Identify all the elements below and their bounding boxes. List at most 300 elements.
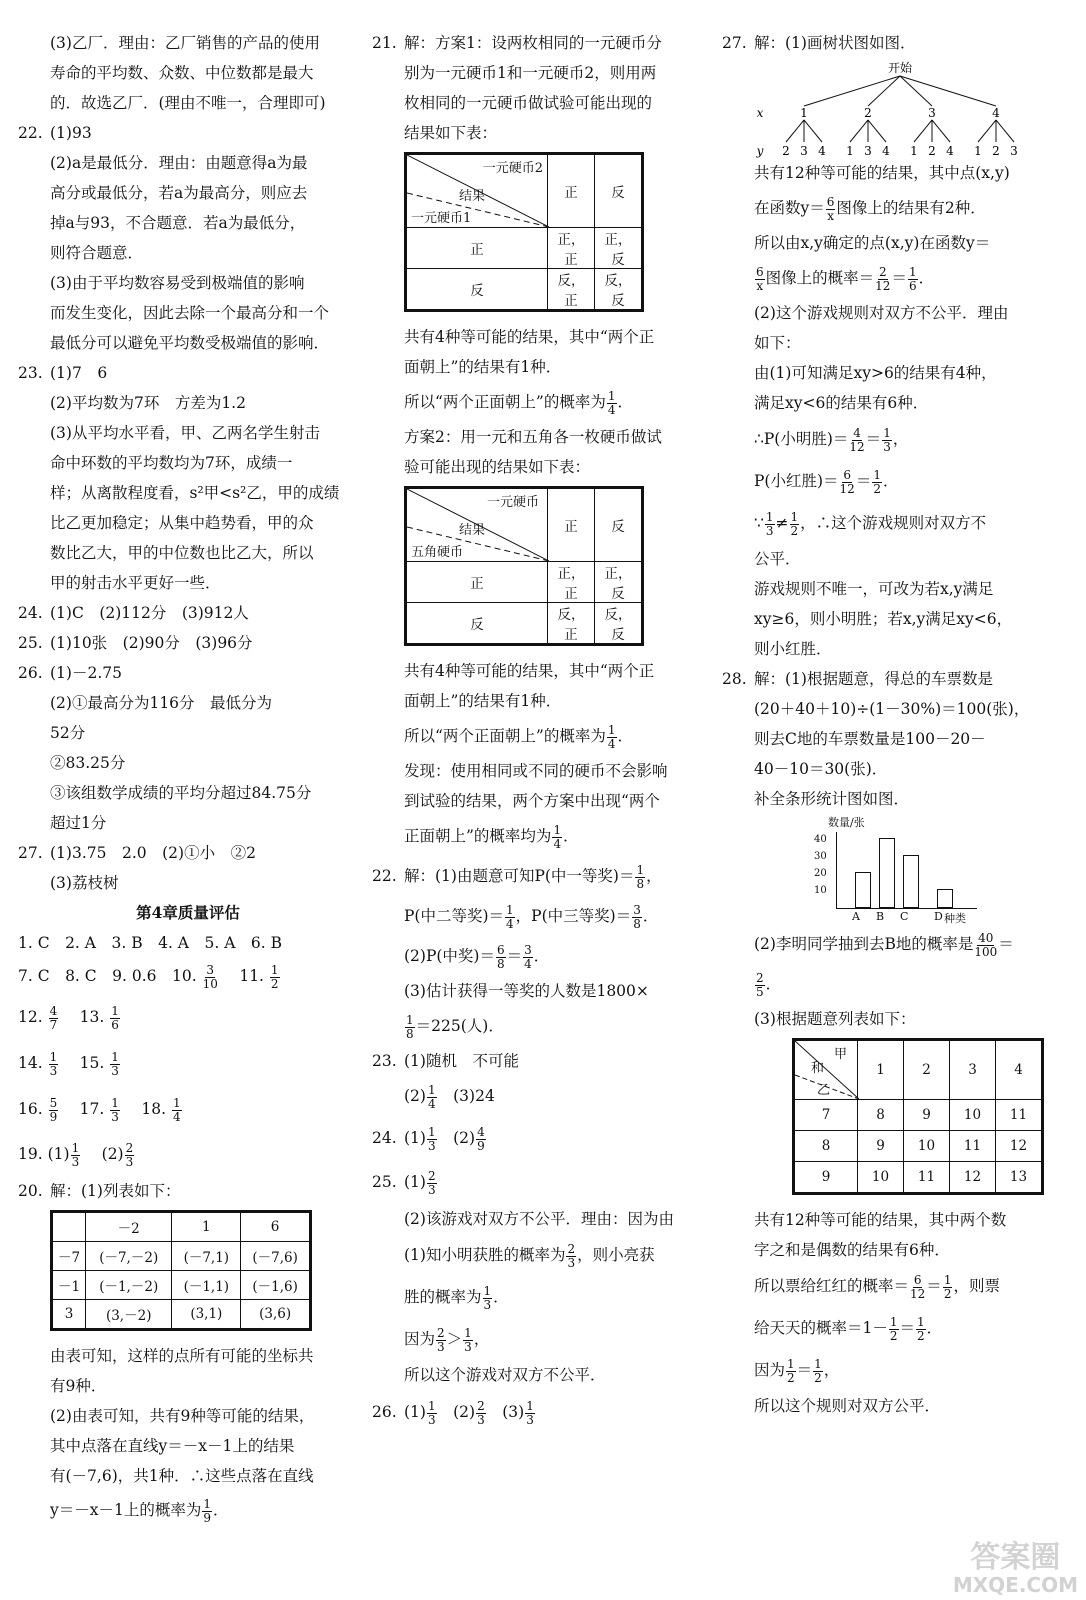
- header-top-label: 一元硬币: [486, 495, 539, 510]
- table-cell: (－1,6): [241, 1271, 310, 1300]
- table-cell: 反，反: [595, 269, 642, 310]
- chart-xlabel: 种类: [944, 912, 966, 925]
- answer-text: 14.: [18, 1054, 43, 1072]
- tree-leaf: 2: [782, 144, 790, 158]
- tree-root: 开始: [887, 61, 913, 75]
- fraction: $\frac{1}{2}$: [790, 509, 799, 538]
- text-line: 共有4种等可能的结果，其中“两个正: [404, 328, 655, 346]
- answer-text: 15.: [79, 1054, 105, 1072]
- text-line: 解：(1)画树状图如图．: [754, 34, 916, 52]
- question-number: 26.: [18, 664, 43, 682]
- tree-leaf: 2: [992, 144, 1000, 158]
- fraction: $\frac{1}{2}$: [889, 1314, 898, 1343]
- answer-text: 所以“两个正面朝上”的概率为: [404, 727, 606, 745]
- watermark-logo: 答案圈 MXQE.COM: [952, 1540, 1078, 1597]
- chart-xtick: B: [876, 910, 885, 923]
- text-line: 满足xy<6的结果有6种．: [754, 394, 929, 412]
- text-line: ②83.25分: [50, 754, 126, 772]
- table-cell: (－1,1): [172, 1271, 241, 1300]
- text-line: 因为 $\frac{2}{3}$ ＞ $\frac{1}{3}$ ，: [404, 1325, 490, 1354]
- text-line: (2)平均数为7环 方差为1.2: [50, 394, 246, 412]
- table-cell: (3,－2): [86, 1300, 172, 1329]
- chart-xtick: D: [934, 910, 943, 923]
- text-line: 游戏规则不唯一，可改为若x,y满足: [754, 580, 994, 598]
- bar-chart: [814, 814, 994, 924]
- answer-text: (1): [404, 1173, 426, 1191]
- table-cell: (－7,6): [241, 1242, 310, 1271]
- question-number: 25.: [372, 1173, 397, 1191]
- text-line: 枚相同的一元硬币做试验可能出现的: [404, 94, 653, 112]
- tree-leaf: 4: [946, 144, 954, 158]
- text-line: [722, 502, 1072, 544]
- table-cell: 反，正: [548, 603, 595, 644]
- coordinate-table: [52, 1212, 310, 1329]
- answer-text: y＝－x－1上的概率为: [50, 1501, 202, 1519]
- text-line: 则符合题意．: [50, 244, 144, 262]
- answer-text: (1)知小明获胜的概率为: [404, 1246, 566, 1264]
- text-line: 52分: [50, 724, 86, 742]
- text-line: 给天天的概率＝1－ $\frac{1}{2}$ ＝ $\frac{1}{2}$ ．: [754, 1314, 943, 1343]
- fraction: $\frac{1}{4}$: [427, 1082, 436, 1111]
- text-line: 则去C地的车票数量是100－20－: [754, 730, 986, 748]
- text-line: 共有12种等可能的结果，其中两个数: [754, 1211, 1007, 1229]
- answer-text: 正面朝上”的概率均为: [404, 827, 552, 845]
- fraction: $\frac{1}{4}$: [172, 1095, 181, 1124]
- text-line: 如下：: [754, 334, 801, 352]
- text-line: 正面朝上”的概率均为 $\frac{1}{4}$ ．: [404, 822, 579, 851]
- text-line: [372, 1234, 712, 1276]
- answer-text: P(中二等奖)＝: [404, 907, 505, 925]
- answer-text: ≠: [775, 514, 789, 532]
- answer-text: (2): [101, 1145, 124, 1163]
- text-line: (3)根据题意列表如下：: [754, 1010, 916, 1028]
- header-left-label: 乙: [817, 1083, 831, 1098]
- text-line: (3)乙厂．理由：乙厂销售的产品的使用: [50, 34, 320, 52]
- question-number: 21.: [372, 34, 397, 52]
- answer-text: (2): [404, 1087, 426, 1105]
- answer-text: 图像上的概率＝: [765, 269, 875, 287]
- text-line: (3)由于平均数容易受到极端值的影响: [50, 274, 305, 292]
- text-line: $\frac{2}{5}$ ．: [756, 970, 782, 999]
- column-2: [372, 28, 712, 1434]
- answer-text: 胜的概率为: [404, 1288, 482, 1306]
- question-number: 23.: [372, 1052, 397, 1070]
- tree-branches: [786, 76, 1014, 142]
- chart-xtick: A: [852, 910, 860, 923]
- text-line: 由(1)可知满足xy>6的结果有4种，: [754, 364, 997, 382]
- table-cell: 反，正: [548, 269, 595, 310]
- table-cell: －7: [53, 1242, 86, 1271]
- fraction: $\frac{1}{3}$: [111, 1095, 119, 1124]
- text-line: 公平．: [754, 550, 801, 568]
- fraction: $\frac{2}{5}$: [756, 970, 764, 999]
- table-cell: 9: [904, 1100, 950, 1131]
- chart-plot-area: [836, 832, 977, 909]
- chart-bar: [903, 855, 919, 908]
- fraction: $\frac{4}{12}$: [849, 425, 865, 454]
- table-cell: －1: [53, 1271, 86, 1300]
- text-line: 验可能出现的结果如下表：: [404, 458, 591, 476]
- text-line: (2)由表可知，共有9种等可能的结果，: [50, 1407, 315, 1425]
- tree-leaf: 2: [928, 144, 936, 158]
- chart-ytick: 10: [814, 885, 827, 897]
- table-cell: 10: [950, 1100, 996, 1131]
- table-row: [407, 562, 642, 603]
- text-line: [372, 1006, 712, 1046]
- text-line: P(中二等奖)＝ $\frac{1}{4}$ ，P(中三等奖)＝ $\frac{3}{8}$ ．: [404, 902, 659, 931]
- table-cell: 12: [950, 1162, 996, 1193]
- answer-line: 1. C 2. A 3. B 4. A 5. A 6. B: [18, 934, 283, 952]
- table-cell: 正，正: [548, 562, 595, 603]
- table-row: [795, 1100, 1042, 1131]
- text-line: [372, 1116, 712, 1160]
- table-cell: 1: [858, 1041, 904, 1100]
- table-cell: 8: [795, 1131, 858, 1162]
- answer-line: [18, 994, 358, 1040]
- fraction: $\frac{1}{2}$: [814, 1356, 822, 1385]
- text-line: 结果如下表：: [404, 124, 498, 142]
- text-line: 超过1分: [50, 814, 107, 832]
- text-line: (1)随机 不可能: [404, 1052, 519, 1070]
- fraction: $\frac{1}{4}$: [607, 388, 616, 417]
- table-cell: (3,6): [241, 1300, 310, 1329]
- table-cell: 9: [858, 1131, 904, 1162]
- answer-text: ，则小亮获: [577, 1246, 655, 1264]
- answer-text: 所以“两个正面朝上”的概率为: [404, 393, 606, 411]
- tree-node: 4: [992, 106, 1000, 120]
- answer-text: (2)李明同学抽到去B地的概率是: [754, 935, 974, 953]
- diagonal-header-cell: [407, 489, 548, 562]
- table-row: [53, 1213, 310, 1242]
- text-line: ∴P(小明胜)＝ $\frac{4}{12}$ ＝ $\frac{1}{3}$ ，: [754, 425, 909, 454]
- table-row: [53, 1271, 310, 1300]
- fraction: $\frac{1}{6}$: [111, 1003, 119, 1032]
- answer-text: ∵: [754, 514, 764, 532]
- table-20: [18, 1206, 358, 1341]
- fraction: $\frac{1}{2}$: [943, 1272, 952, 1301]
- answer-text: 7. C 8. C 9. 0.6 10.: [18, 967, 197, 985]
- answer-text: 17.: [79, 1100, 105, 1118]
- answer-text: 16.: [18, 1100, 43, 1118]
- table-cell: 10: [858, 1162, 904, 1193]
- answer-text: 解：(1)由题意可知P(中一等奖)＝: [404, 867, 635, 885]
- text-line: (2)a是最低分．理由：由题意得a为最: [50, 154, 308, 172]
- question-number: 27.: [18, 844, 43, 862]
- text-line: 而发生变化，因此去除一个最高分和一个: [50, 304, 330, 322]
- column-1: [18, 28, 358, 1529]
- text-line: 解：方案1：设两枚相同的一元硬币分: [404, 34, 662, 52]
- answer-text: (3)24: [453, 1087, 495, 1105]
- text-line: 所以“两个正面朝上”的概率为 $\frac{1}{4}$ ．: [404, 388, 634, 417]
- fraction: $\frac{1}{3}$: [71, 1140, 80, 1169]
- fraction: $\frac{1}{3}$: [883, 425, 891, 454]
- chart-ytick: 30: [814, 851, 827, 863]
- fraction: $\frac{2}{3}$: [125, 1140, 134, 1169]
- text-line: (2)该游戏对双方不公平．理由：因为由: [404, 1210, 674, 1228]
- tree-leaf: 3: [800, 144, 808, 158]
- answer-text: 在函数y＝: [754, 199, 825, 217]
- table-cell: 9: [795, 1162, 858, 1193]
- fraction: $\frac{1}{2}$: [873, 467, 881, 496]
- fraction: $\frac{2}{3}$: [427, 1168, 436, 1197]
- tree-leaf: 4: [818, 144, 826, 158]
- text-line: 所以票给红红的概率＝ $\frac{6}{12}$ ＝ $\frac{1}{2}$ ，则票: [754, 1272, 1000, 1301]
- fraction: $\frac{3}{10}$: [202, 962, 218, 991]
- table-cell: 11: [950, 1131, 996, 1162]
- table-cell: －2: [86, 1213, 172, 1242]
- fraction: $\frac{1}{6}$: [908, 264, 917, 293]
- fraction: $\frac{5}{9}$: [49, 1095, 58, 1124]
- fraction: $\frac{1}{3}$: [464, 1325, 472, 1354]
- fraction: $\frac{2}{3}$: [477, 1398, 485, 1427]
- text-line: [372, 1076, 712, 1116]
- text-line: (2)李明同学抽到去B地的概率是 $\frac{40}{100}$ ＝: [754, 930, 1014, 959]
- text-line: xy≥6，则小明胜；若x,y满足xy<6，: [754, 610, 1013, 628]
- text-line: 因为 $\frac{1}{2}$ ＝ $\frac{1}{2}$ ，: [754, 1356, 840, 1385]
- text-line: (20＋40＋10)÷(1－30%)＝100(张)，: [754, 700, 1030, 718]
- answer-text: 13.: [79, 1008, 105, 1026]
- fraction: $\frac{1}{9}$: [203, 1496, 212, 1525]
- chapter-title: 第4章质量评估: [136, 903, 240, 922]
- table-cell: 7: [795, 1100, 858, 1131]
- table-cell: 12: [996, 1131, 1042, 1162]
- tree-leaf: 1: [910, 144, 918, 158]
- text-line: 掉a与93，不合题意．若a为最低分，: [50, 214, 306, 232]
- table-cell: 正: [548, 155, 595, 228]
- header-mid-label: 结果: [459, 523, 486, 538]
- fraction: $\frac{6}{x}$: [826, 194, 835, 223]
- answer-text: (2)P(中奖)＝: [404, 947, 495, 965]
- answer-line: [18, 1086, 358, 1132]
- fraction: $\frac{1}{2}$: [917, 1314, 925, 1343]
- table-cell: (－1,－2): [86, 1271, 172, 1300]
- table-cell: [53, 1213, 86, 1242]
- text-line: (1)93: [50, 124, 92, 142]
- chart-bar: [937, 889, 953, 908]
- fraction: $\frac{1}{4}$: [607, 722, 616, 751]
- table-cell: 11: [996, 1100, 1042, 1131]
- text-line: 补全条形统计图如图．: [754, 790, 910, 808]
- answer-text: 给天天的概率＝1－: [754, 1319, 888, 1337]
- table-row: [53, 1300, 310, 1329]
- fraction: $\frac{1}{3}$: [526, 1398, 534, 1427]
- text-line: (2)P(中奖)＝ $\frac{6}{8}$ ＝ $\frac{3}{4}$ ．: [404, 942, 550, 971]
- fraction: $\frac{1}{3}$: [111, 1049, 119, 1078]
- text-line: (1)7 6: [50, 364, 108, 382]
- text-line: 甲的射击水平更好一些．: [50, 574, 221, 592]
- tree-diagram: [750, 58, 1050, 158]
- text-line: 到试验的结果，两个方案中出现“两个: [404, 792, 660, 810]
- table-cell: 正，反: [595, 228, 642, 269]
- answer-text: 图像上的结果有2种．: [836, 199, 986, 217]
- text-line: ③该组数学成绩的平均分超过84.75分: [50, 784, 312, 802]
- answer-text: (2): [453, 1403, 476, 1421]
- text-line: [372, 1160, 712, 1204]
- fraction: $\frac{6}{x}$: [756, 264, 764, 293]
- answer-text: 12.: [18, 1008, 43, 1026]
- answer-text: ，则票: [953, 1277, 1000, 1295]
- text-line: [722, 188, 1072, 228]
- diagonal-header-cell: [795, 1041, 858, 1100]
- fraction: $\frac{6}{12}$: [839, 467, 855, 496]
- answer-text: ∴P(小明胜)＝: [754, 430, 849, 448]
- text-line: (3)估计获得一等奖的人数是1800×: [404, 982, 649, 1000]
- table-cell: 3: [950, 1041, 996, 1100]
- question-number: 23.: [18, 364, 43, 382]
- table-cell: 反: [407, 269, 548, 310]
- table-cell: 11: [904, 1162, 950, 1193]
- answer-text: (1): [404, 1129, 426, 1147]
- text-line: (1)3.75 2.0 (2)①小 ②2: [50, 844, 256, 862]
- text-line: 有(－7,6)，共1种．∴这些点落在直线: [50, 1467, 314, 1485]
- table-cell: 反，反: [595, 603, 642, 644]
- fraction: $\frac{1}{3}$: [49, 1049, 58, 1078]
- answer-text: 所以票给红红的概率＝: [754, 1277, 910, 1295]
- question-number: 22.: [372, 867, 397, 885]
- text-line: 解：(1)根据题意，得总的车票数是: [754, 670, 993, 688]
- table-cell: (－7,1): [172, 1242, 241, 1271]
- text-line: 所以这个游戏对双方不公平．: [404, 1366, 606, 1384]
- fraction: $\frac{1}{4}$: [506, 902, 514, 931]
- answer-text: (3): [502, 1403, 525, 1421]
- text-line: (1)10张 (2)90分 (3)96分: [50, 634, 253, 652]
- tree-y-label: y: [756, 144, 764, 158]
- table-cell: 13: [996, 1162, 1042, 1193]
- text-line: 其中点落在直线y＝－x－1上的结果: [50, 1437, 295, 1455]
- text-line: 样；从离散程度看，s²甲<s²乙，甲的成绩: [50, 484, 340, 502]
- text-line: (2)①最高分为116分 最低分为: [50, 694, 273, 712]
- fraction: $\frac{1}{2}$: [787, 1356, 795, 1385]
- text-line: 有9种．: [50, 1377, 107, 1395]
- fraction: $\frac{1}{3}$: [483, 1283, 492, 1312]
- header-top-label: 一元硬币2: [482, 161, 543, 176]
- answer-text: P(小红胜)＝: [754, 472, 839, 490]
- text-line: 寿命的平均数、众数、中位数都是最大: [50, 64, 314, 82]
- chart-bar: [879, 838, 895, 908]
- answer-text: 19.: [18, 1145, 43, 1163]
- text-line: 别为一元硬币1和一元硬币2，则用两: [404, 64, 657, 82]
- table-row: [53, 1242, 310, 1271]
- table-cell: 正: [407, 228, 548, 269]
- table-cell: 3: [53, 1300, 86, 1329]
- question-number: 25.: [18, 634, 43, 652]
- text-line: (3)荔枝树: [50, 874, 119, 892]
- text-line: (2)这个游戏规则对双方不公平．理由: [754, 304, 1009, 322]
- text-line: 所以由x,y确定的点(x,y)在函数y＝: [754, 234, 991, 252]
- fraction: $\frac{1}{3}$: [427, 1398, 436, 1427]
- header-left-label: 五角硬币: [411, 545, 464, 560]
- text-line: 共有12种等可能的结果，其中点(x,y): [754, 164, 1010, 182]
- table-cell: (3,1): [172, 1300, 241, 1329]
- table-28: [722, 1034, 1072, 1205]
- text-line: (3)从平均水平看，甲、乙两名学生射击: [50, 424, 320, 442]
- text-line: 所以“两个正面朝上”的概率为 $\frac{1}{4}$ ．: [404, 722, 634, 751]
- question-number: 24.: [372, 1129, 397, 1147]
- text-line: 解：(1)列表如下：: [50, 1182, 181, 1200]
- chart-xtick: C: [900, 910, 909, 923]
- table-row: [795, 1131, 1042, 1162]
- question-number: 26.: [372, 1403, 397, 1421]
- fraction: $\frac{1}{8}$: [636, 862, 645, 891]
- answer-text: (1): [47, 1145, 70, 1163]
- table-cell: 正，正: [548, 228, 595, 269]
- chart-ytick: 40: [814, 834, 827, 846]
- answer-text: 11.: [239, 967, 264, 985]
- table-cell: 2: [904, 1041, 950, 1100]
- table-row: [407, 603, 642, 644]
- diagonal-header-cell: [407, 155, 548, 228]
- answer-text: 18.: [141, 1100, 166, 1118]
- answer-line: [18, 1040, 358, 1086]
- tree-node: 2: [864, 106, 872, 120]
- text-line: 最低分可以避免平均数受极端值的影响．: [50, 334, 330, 352]
- answer-text: ，P(中三等奖)＝: [515, 907, 632, 925]
- text-line: 字之和是偶数的结果有6种．: [754, 1241, 950, 1259]
- fraction: $\frac{1}{2}$: [270, 962, 279, 991]
- answer-text: ＝225(人)．: [415, 1017, 504, 1035]
- text-line: 胜的概率为 $\frac{1}{3}$ ．: [404, 1283, 509, 1312]
- tree-leaf: 1: [846, 144, 854, 158]
- fraction: $\frac{40}{100}$: [974, 930, 998, 959]
- answer-text: 因为: [754, 1361, 786, 1379]
- text-line: 方案2：用一元和五角各一枚硬币做试: [404, 428, 662, 446]
- text-line: 面朝上”的结果有1种．: [404, 692, 562, 710]
- text-line: 由表可知，这样的点所有可能的坐标共: [50, 1347, 314, 1365]
- table-row: [407, 269, 642, 310]
- table-cell: 正: [548, 489, 595, 562]
- text-line: 命中环数的平均数均为7环，成绩一: [50, 454, 293, 472]
- column-3: [722, 28, 1072, 1421]
- fraction: $\frac{1}{3}$: [765, 509, 774, 538]
- tree-node: 3: [928, 106, 936, 120]
- tree-leaf: 3: [864, 144, 872, 158]
- tree-leaf: 1: [974, 144, 982, 158]
- text-line: 40－10＝30(张)．: [754, 760, 888, 778]
- table-plan-2: [372, 482, 712, 656]
- question-number: 24.: [18, 604, 43, 622]
- answer-text: (2): [453, 1129, 476, 1147]
- chart-ytick: 20: [814, 868, 827, 880]
- table-cell: 反: [595, 489, 642, 562]
- tree-leaf: 4: [882, 144, 890, 158]
- table-row: [407, 228, 642, 269]
- text-line: 数比乙大，甲的中位数也比乙大，所以: [50, 544, 314, 562]
- answer-line: [18, 1132, 358, 1176]
- header-left-label: 一元硬币1: [411, 211, 472, 226]
- text-line: (1)C (2)112分 (3)912人: [50, 604, 249, 622]
- fraction: $\frac{4}{7}$: [49, 1003, 58, 1032]
- text-line: 则小红胜．: [754, 640, 832, 658]
- table-cell: 反: [595, 155, 642, 228]
- table-cell: (－7,－2): [86, 1242, 172, 1271]
- table-cell: 1: [172, 1213, 241, 1242]
- answer-text: 因为: [404, 1330, 436, 1348]
- header-mid-label: 结果: [459, 189, 486, 204]
- table-cell: 反: [407, 603, 548, 644]
- question-number: 28.: [722, 670, 747, 688]
- header-mid-label: 和: [811, 1061, 825, 1076]
- question-number: 20.: [18, 1182, 43, 1200]
- tree-x-label: x: [756, 106, 764, 120]
- chart-bar: [855, 872, 871, 908]
- table-cell: 正: [407, 562, 548, 603]
- text-line: 22. 解：(1)由题意可知P(中一等奖)＝ $\frac{1}{8}$ ，: [372, 856, 712, 896]
- answer-text: ，∴这个游戏规则对双方不: [800, 514, 987, 532]
- fraction: $\frac{3}{4}$: [524, 942, 532, 971]
- fraction: $\frac{1}{4}$: [553, 822, 562, 851]
- text-line: (1)－2.75: [50, 664, 122, 682]
- fraction: $\frac{6}{12}$: [910, 1272, 926, 1301]
